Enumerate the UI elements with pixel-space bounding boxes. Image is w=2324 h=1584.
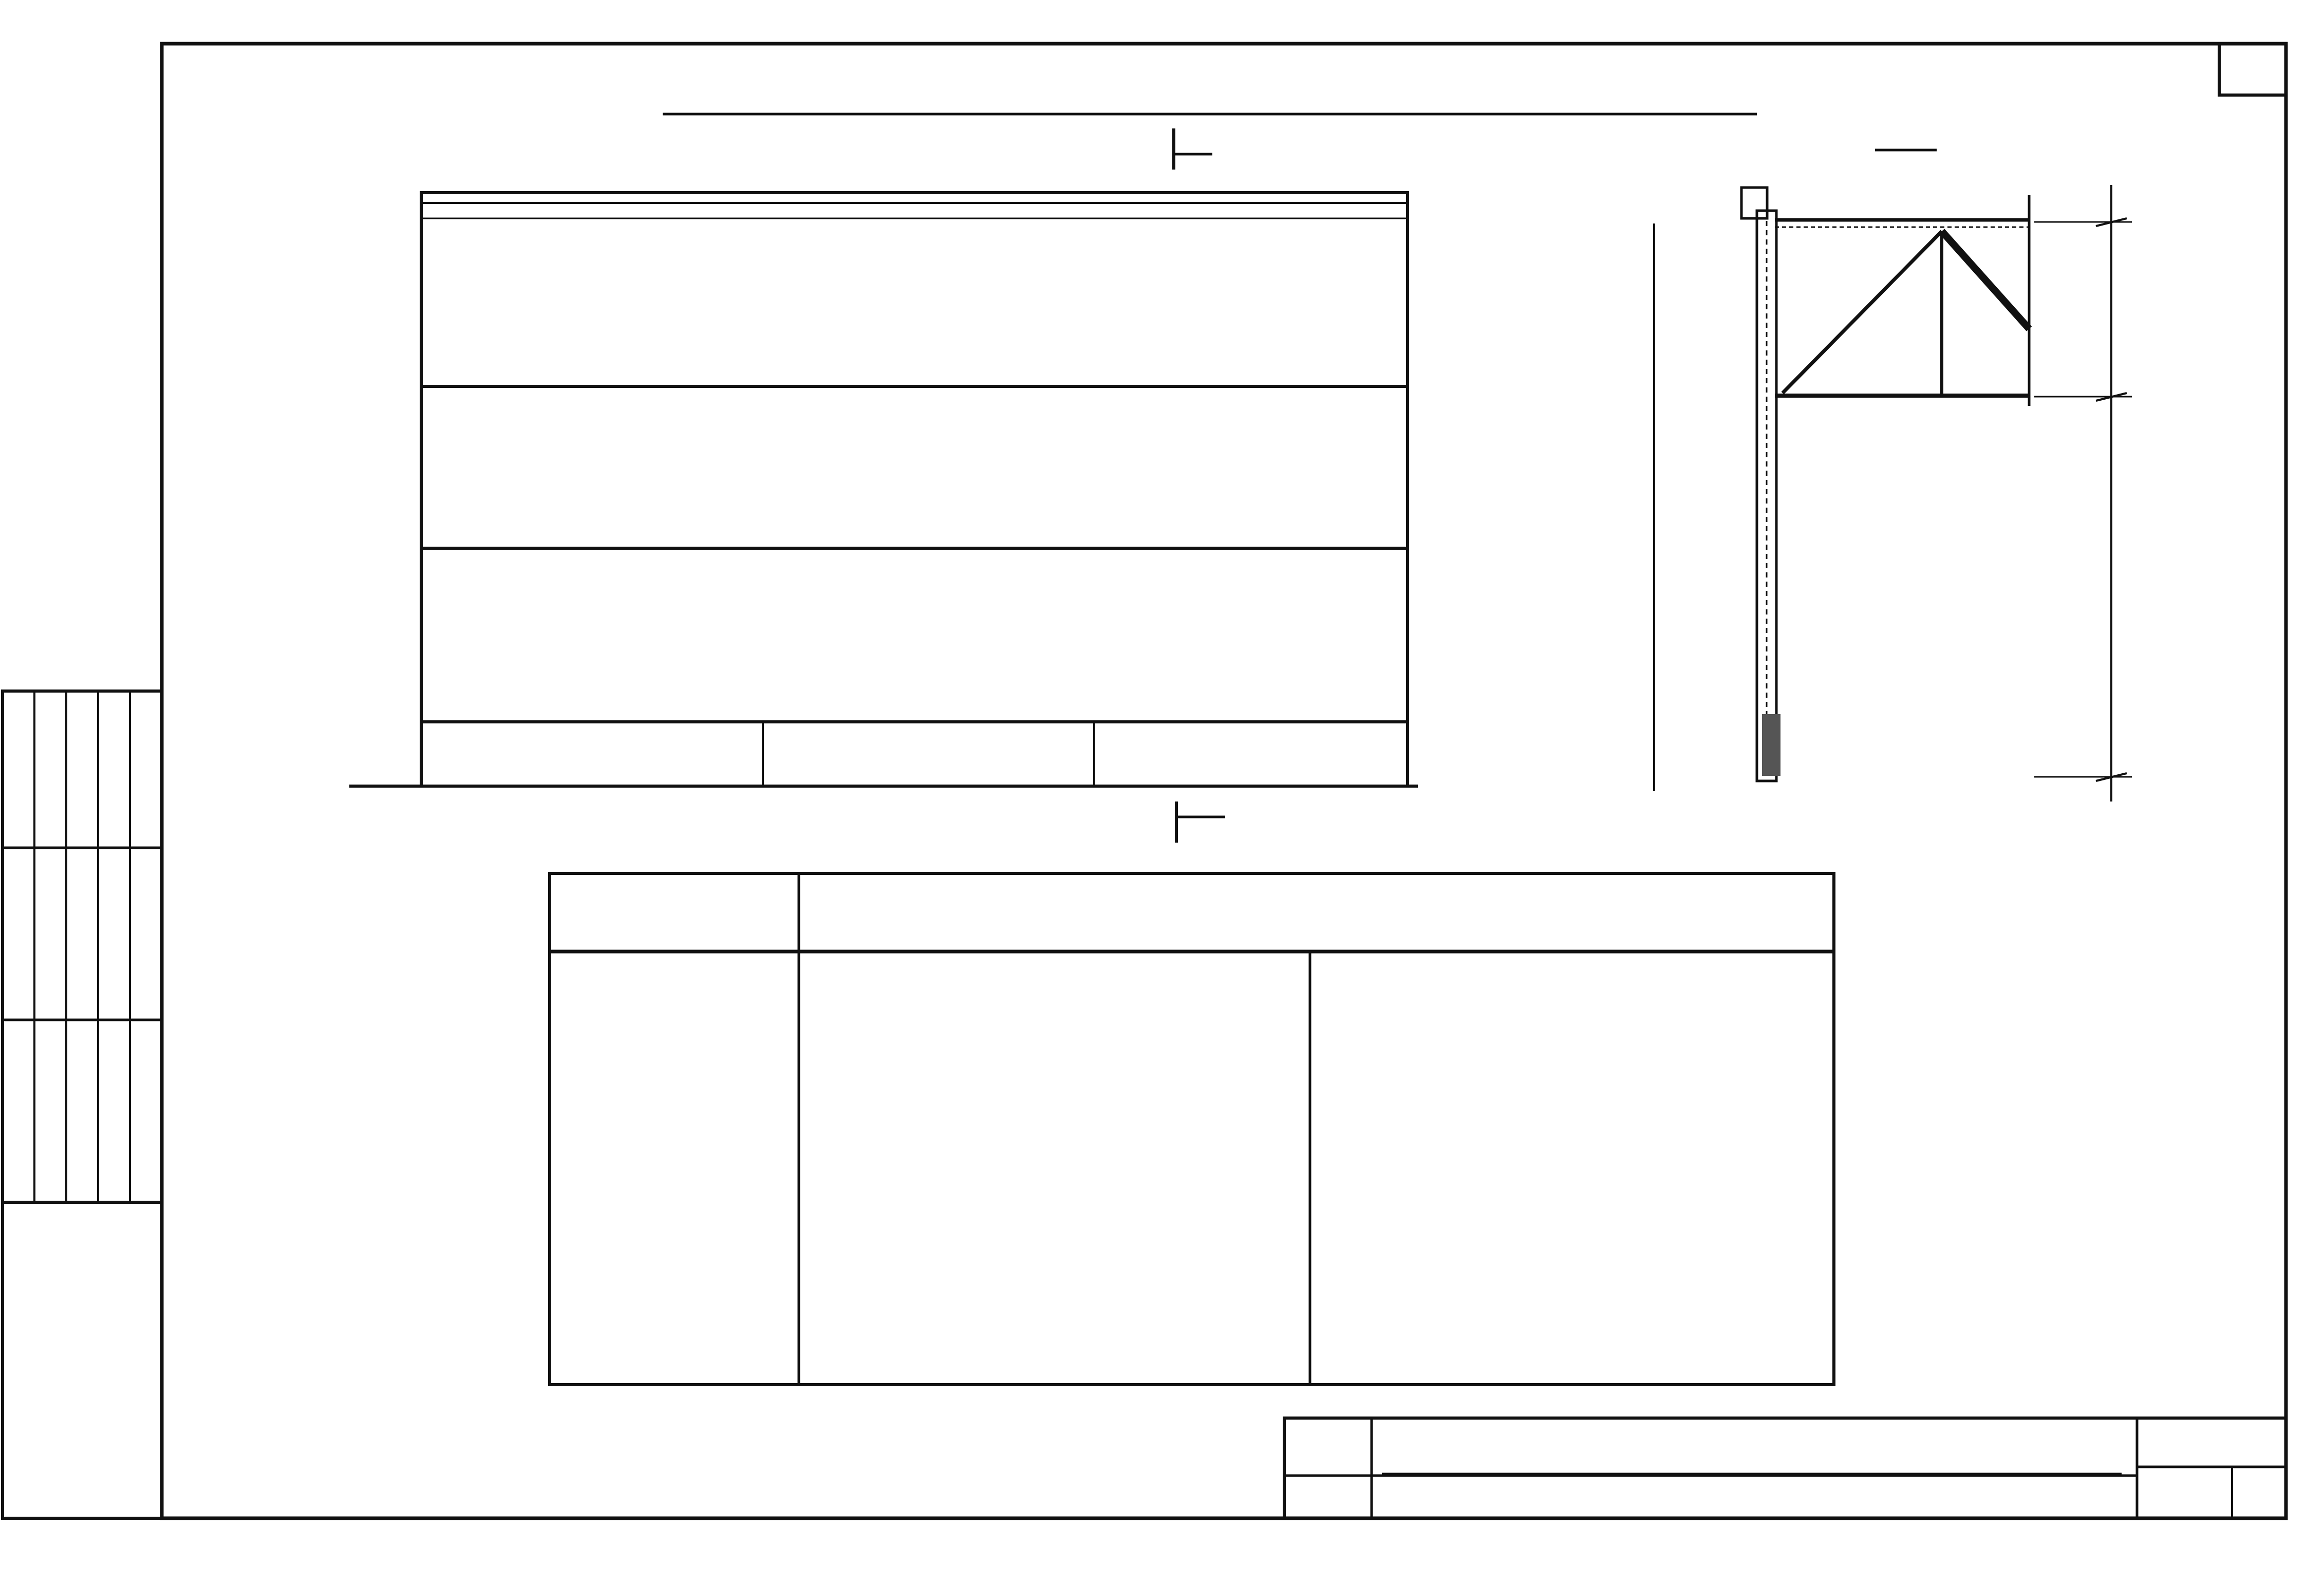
approval-stamp	[3, 691, 162, 1518]
title-block	[1284, 1418, 2286, 1518]
wall-top	[1741, 188, 1767, 218]
panel-layout-table	[550, 873, 1834, 1385]
section-1-1	[1654, 150, 2132, 802]
cut-mark-top	[1174, 128, 1212, 170]
facade-elevation	[349, 193, 1418, 786]
page-number-box	[2219, 44, 2286, 95]
facade-outline	[421, 193, 1408, 786]
truss-diagonal-1	[1783, 231, 1942, 393]
truss-diagonal-2	[1942, 231, 2029, 329]
cut-mark-bottom	[1176, 802, 1225, 843]
wall-footing	[1762, 714, 1781, 776]
